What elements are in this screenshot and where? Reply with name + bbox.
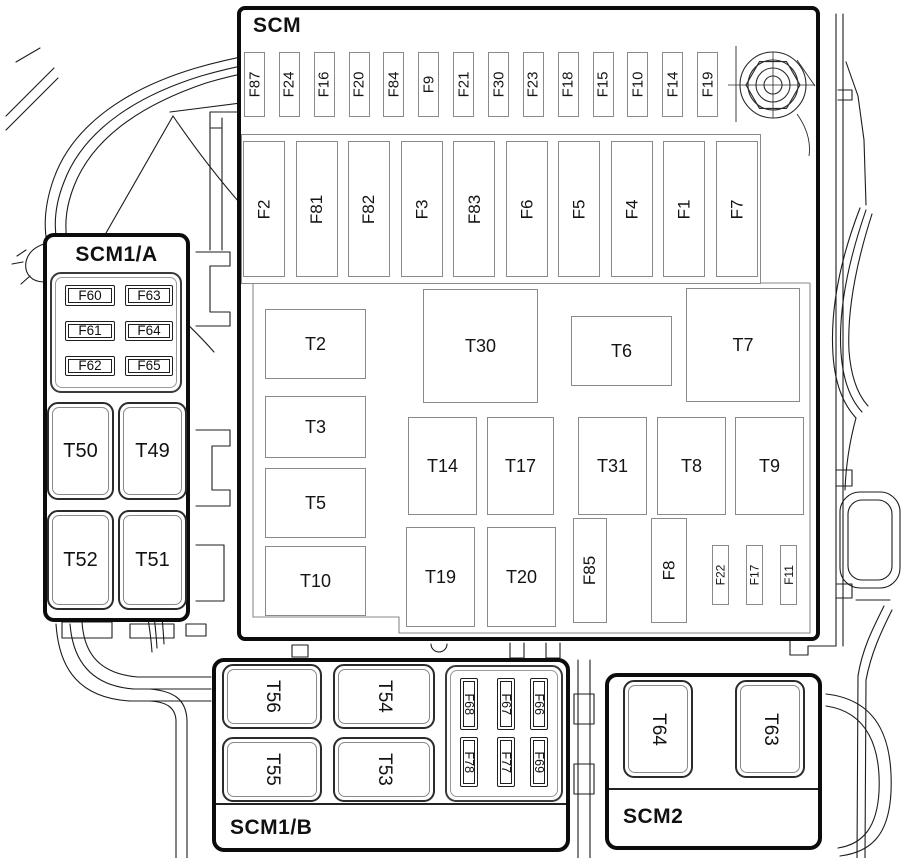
fuse-F16: F16 (314, 52, 335, 117)
relay-T5: T5 (265, 468, 366, 538)
panel-scm2 (605, 673, 822, 850)
relay-T14: T14 (408, 417, 477, 515)
fuse-F9: F9 (418, 52, 439, 117)
fuse-F24: F24 (279, 52, 300, 117)
relay-T8: T8 (657, 417, 726, 515)
relay-T20: T20 (487, 527, 556, 627)
relay-T52: T52 (47, 510, 114, 610)
fuse-F1: F1 (663, 141, 705, 277)
relay-T54: T54 (333, 664, 435, 729)
fuse-F3: F3 (401, 141, 443, 277)
fuse-F23: F23 (523, 52, 544, 117)
fuse-F65: F65 (125, 356, 173, 376)
fuse-F18: F18 (558, 52, 579, 117)
fuse-F63: F63 (125, 285, 173, 306)
fuse-F62: F62 (65, 356, 115, 376)
fuse-F11: F11 (780, 545, 797, 605)
fuse-F5: F5 (558, 141, 600, 277)
panel-scm1b (212, 658, 570, 852)
fuse-F61: F61 (65, 321, 115, 341)
fuse-F67: F67 (497, 678, 515, 730)
fuse-F10: F10 (627, 52, 648, 117)
fuse-F77: F77 (497, 737, 515, 787)
fuse-F30: F30 (488, 52, 509, 117)
fuse-F83: F83 (453, 141, 495, 277)
fuse-F60: F60 (65, 285, 115, 306)
fuse-F69: F69 (530, 737, 548, 787)
fuse-F78: F78 (460, 737, 478, 787)
relay-T50: T50 (47, 402, 114, 500)
panel-scm1a-title: SCM1/A (75, 243, 158, 266)
scm2-divider (609, 788, 818, 790)
fuse-F82: F82 (348, 141, 390, 277)
fuse-F66: F66 (530, 678, 548, 730)
fuse-F6: F6 (506, 141, 548, 277)
relay-T9: T9 (735, 417, 804, 515)
relay-T51: T51 (118, 510, 187, 610)
fuse-F20: F20 (349, 52, 370, 117)
relay-T31: T31 (578, 417, 647, 515)
panel-scm2-title: SCM2 (623, 805, 684, 828)
relay-T7: T7 (686, 288, 800, 402)
relay-T19: T19 (406, 527, 475, 627)
relay-T6: T6 (571, 316, 672, 386)
fuse-F15: F15 (593, 52, 614, 117)
relay-T55: T55 (222, 737, 322, 802)
fuse-F85: F85 (573, 518, 607, 623)
fuse-F7: F7 (716, 141, 758, 277)
relay-T10: T10 (265, 546, 366, 616)
fuse-F8: F8 (651, 518, 687, 623)
relay-T53: T53 (333, 737, 435, 802)
panel-scm1b-title: SCM1/B (230, 816, 313, 839)
fuse-F64: F64 (125, 321, 173, 341)
fuse-F19: F19 (697, 52, 718, 117)
panel-scm-title: SCM (253, 14, 302, 37)
fuse-F14: F14 (662, 52, 683, 117)
scm1b-divider (216, 803, 566, 805)
panel-scm1a (43, 233, 190, 622)
relay-T64: T64 (623, 680, 693, 778)
panel-scm (237, 6, 820, 641)
fuse-F2: F2 (243, 141, 285, 277)
fuse-F21: F21 (453, 52, 474, 117)
relay-T17: T17 (487, 417, 554, 515)
fuse-F17: F17 (746, 545, 763, 605)
relay-T3: T3 (265, 396, 366, 458)
relay-T30: T30 (423, 289, 538, 403)
fuse-F84: F84 (383, 52, 404, 117)
fuse-F81: F81 (296, 141, 338, 277)
relay-T63: T63 (735, 680, 805, 778)
relay-T2: T2 (265, 309, 366, 379)
fuse-F4: F4 (611, 141, 653, 277)
relay-T56: T56 (222, 664, 322, 729)
fuse-F68: F68 (460, 678, 478, 730)
fuse-F22: F22 (712, 545, 729, 605)
relay-T49: T49 (118, 402, 187, 500)
fuse-F87: F87 (244, 52, 265, 117)
